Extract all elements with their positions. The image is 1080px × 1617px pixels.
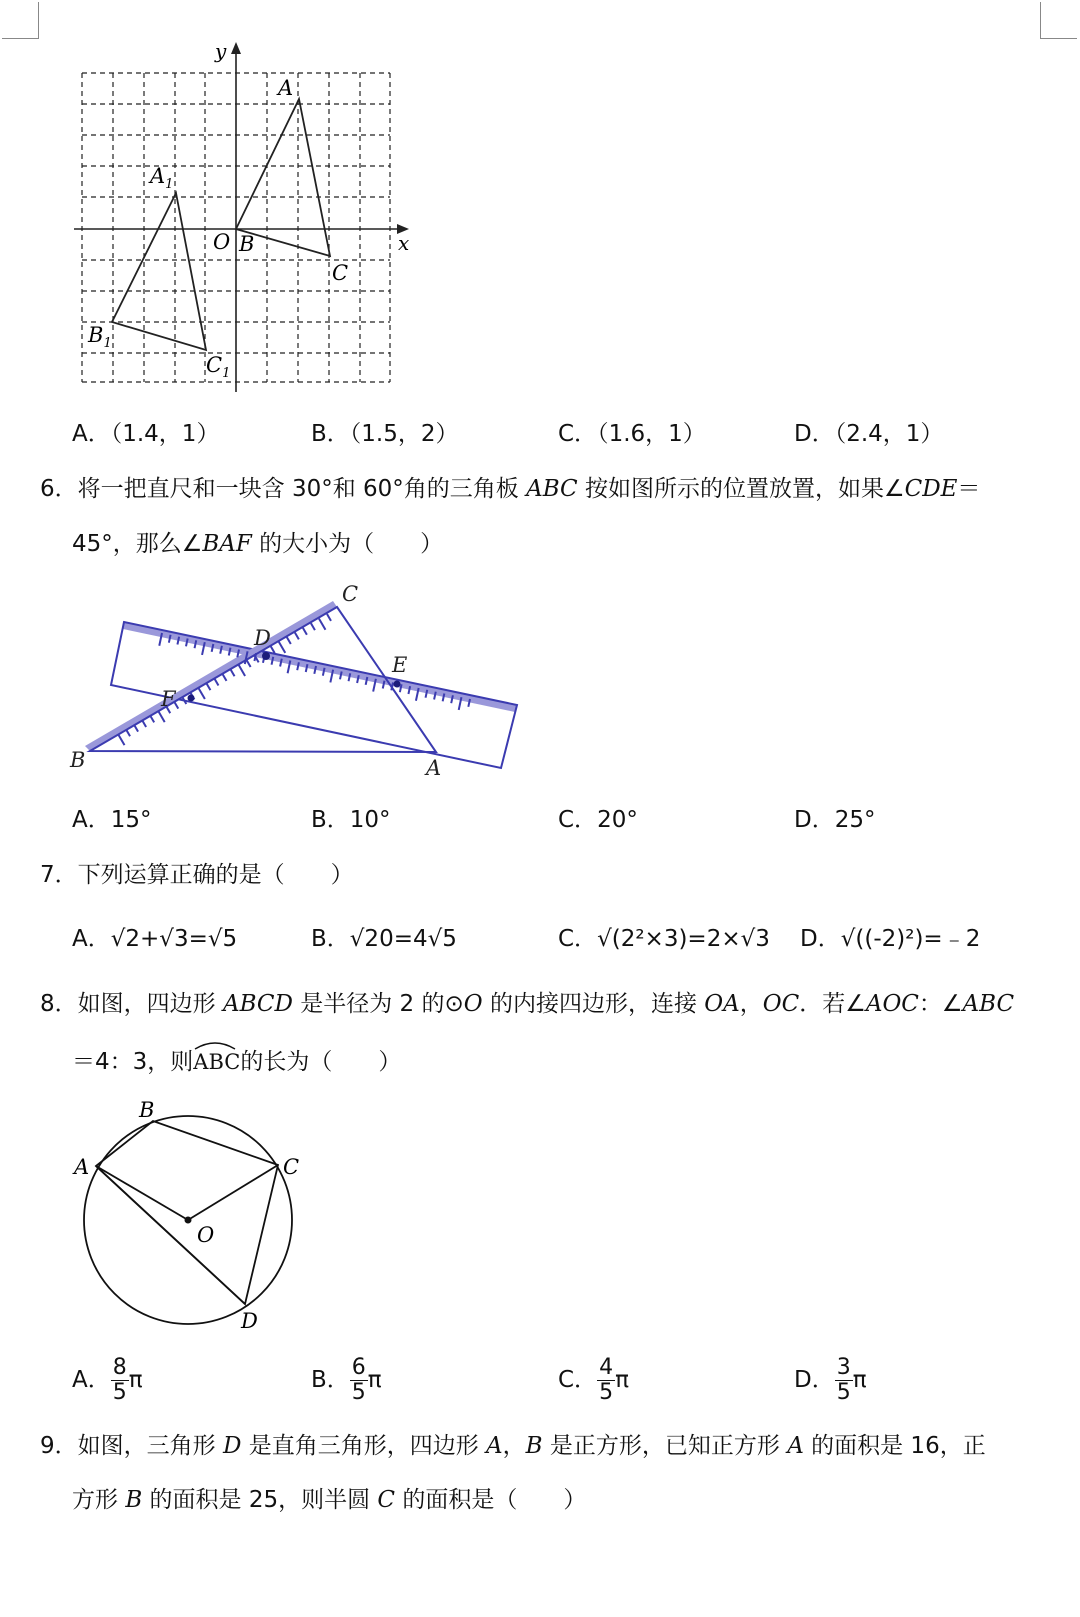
point-c1-label: $C_1$	[206, 353, 231, 381]
set-square-tick	[126, 729, 130, 736]
q7-option-d: D．√((-2)²)=﹣2	[800, 926, 981, 952]
q5-option-c: C．（1.6，1）	[558, 421, 706, 447]
set-square-tick	[231, 669, 235, 676]
q8-option-b: B． $\frac{6}{5}$ π	[311, 1355, 382, 1405]
label-o: O	[197, 1223, 215, 1247]
set-square-tick	[206, 683, 210, 690]
set-square-tick	[247, 660, 251, 667]
q6-option-c: C．20°	[558, 807, 638, 833]
q6-option-b: B．10°	[311, 807, 391, 833]
diagonal-ad	[96, 1166, 245, 1304]
q8-option-a: A． $\frac{8}{5}$ π	[72, 1355, 143, 1405]
coordinate-grid-figure	[60, 38, 420, 400]
point-e	[394, 681, 401, 688]
circle-quadrilateral-figure	[65, 1092, 315, 1340]
set-square-tick	[118, 734, 125, 745]
set-square-tick	[279, 642, 286, 653]
set-square-tick	[319, 619, 326, 630]
point-b-label: B	[239, 232, 255, 256]
q6-stem-line1: 6．将一把直尺和一块含 30°和 60°角的三角板 ABC 按如图所示的位置放置，如果∠CDE＝	[40, 476, 981, 502]
q8-option-d: D． $\frac{3}{5}$ π	[794, 1355, 867, 1405]
x-axis-label: x	[398, 231, 410, 255]
axes	[74, 46, 405, 392]
q6-option-a: A．15°	[72, 807, 152, 833]
q9-stem-line2: 方形 B 的面积是 25，则半圆 C 的面积是（ ）	[72, 1487, 587, 1513]
segment-ef	[191, 684, 397, 698]
ruler-triangle-figure	[60, 575, 530, 785]
y-axis-label: y	[215, 39, 227, 63]
origin-label: O	[213, 230, 231, 254]
point-f	[188, 695, 195, 702]
set-square-tick	[303, 628, 307, 635]
set-square-tick	[287, 637, 291, 644]
label-c: C	[283, 1155, 300, 1179]
q8-option-c: C． $\frac{4}{5}$ π	[558, 1355, 629, 1405]
label-e: E	[392, 653, 408, 677]
point-c-label: C	[332, 261, 349, 285]
triangle-a1b1c1	[112, 193, 206, 350]
set-square-tick	[295, 632, 299, 639]
q6-stem-line2: 45°，那么∠BAF 的大小为（ ）	[72, 531, 444, 557]
set-square-tick	[134, 725, 138, 732]
crop-mark-left	[2, 2, 39, 39]
q9-stem-line1: 9．如图，三角形 D 是直角三角形，四边形 A，B 是正方形，已知正方形 A 的面积是 16，正	[40, 1433, 986, 1459]
set-square-tick	[150, 716, 154, 723]
set-square-tick	[223, 674, 227, 681]
q7-option-c: C．√(2²×3)=2×√3	[558, 926, 770, 952]
point-b1-label: $B_1$	[88, 323, 112, 351]
set-square-tick	[311, 623, 315, 630]
set-square-tick	[239, 665, 246, 676]
label-d: D	[254, 626, 271, 650]
q8-stem-line1: 8．如图，四边形 ABCD 是半径为 2 的⊙O 的内接四边形，连接 OA，OC．若∠AOC：∠ABC	[40, 991, 1015, 1017]
label-f: F	[161, 687, 176, 711]
set-square-tick	[214, 679, 218, 686]
q7-option-b: B．√20=4√5	[311, 926, 457, 952]
q6-option-d: D．25°	[794, 807, 876, 833]
y-axis-arrow	[231, 42, 241, 54]
q8-stem-line2: ＝4：3，则 ABC的长为（ ）	[72, 1047, 401, 1077]
segment-oa	[96, 1166, 188, 1220]
q7-stem: 7．下列运算正确的是（ ）	[40, 862, 354, 888]
set-square-tick	[198, 688, 205, 699]
label-b: B	[70, 748, 86, 772]
label-a: A	[74, 1155, 90, 1179]
label-b: B	[139, 1098, 155, 1122]
point-d	[262, 652, 270, 660]
center-o	[185, 1217, 192, 1224]
label-a: A	[426, 756, 442, 780]
q7-option-a: A．√2+√3=√5	[72, 926, 238, 952]
quadrilateral-abcd	[96, 1121, 278, 1304]
label-c: C	[342, 582, 359, 606]
set-square-tick	[142, 720, 146, 727]
segment-oc	[188, 1165, 278, 1220]
point-a1-label: $A_1$	[150, 164, 174, 192]
crop-mark-right	[1040, 2, 1077, 39]
label-d: D	[241, 1309, 258, 1333]
q5-option-d: D．（2.4，1）	[794, 421, 944, 447]
q5-option-b: B．（1.5，2）	[311, 421, 459, 447]
point-a-label: A	[278, 76, 294, 100]
arc-abc: ABC	[193, 1047, 240, 1077]
q5-option-a: A．（1.4，1）	[72, 421, 220, 447]
set-square-tick	[327, 614, 331, 621]
set-square-tick	[158, 711, 165, 722]
